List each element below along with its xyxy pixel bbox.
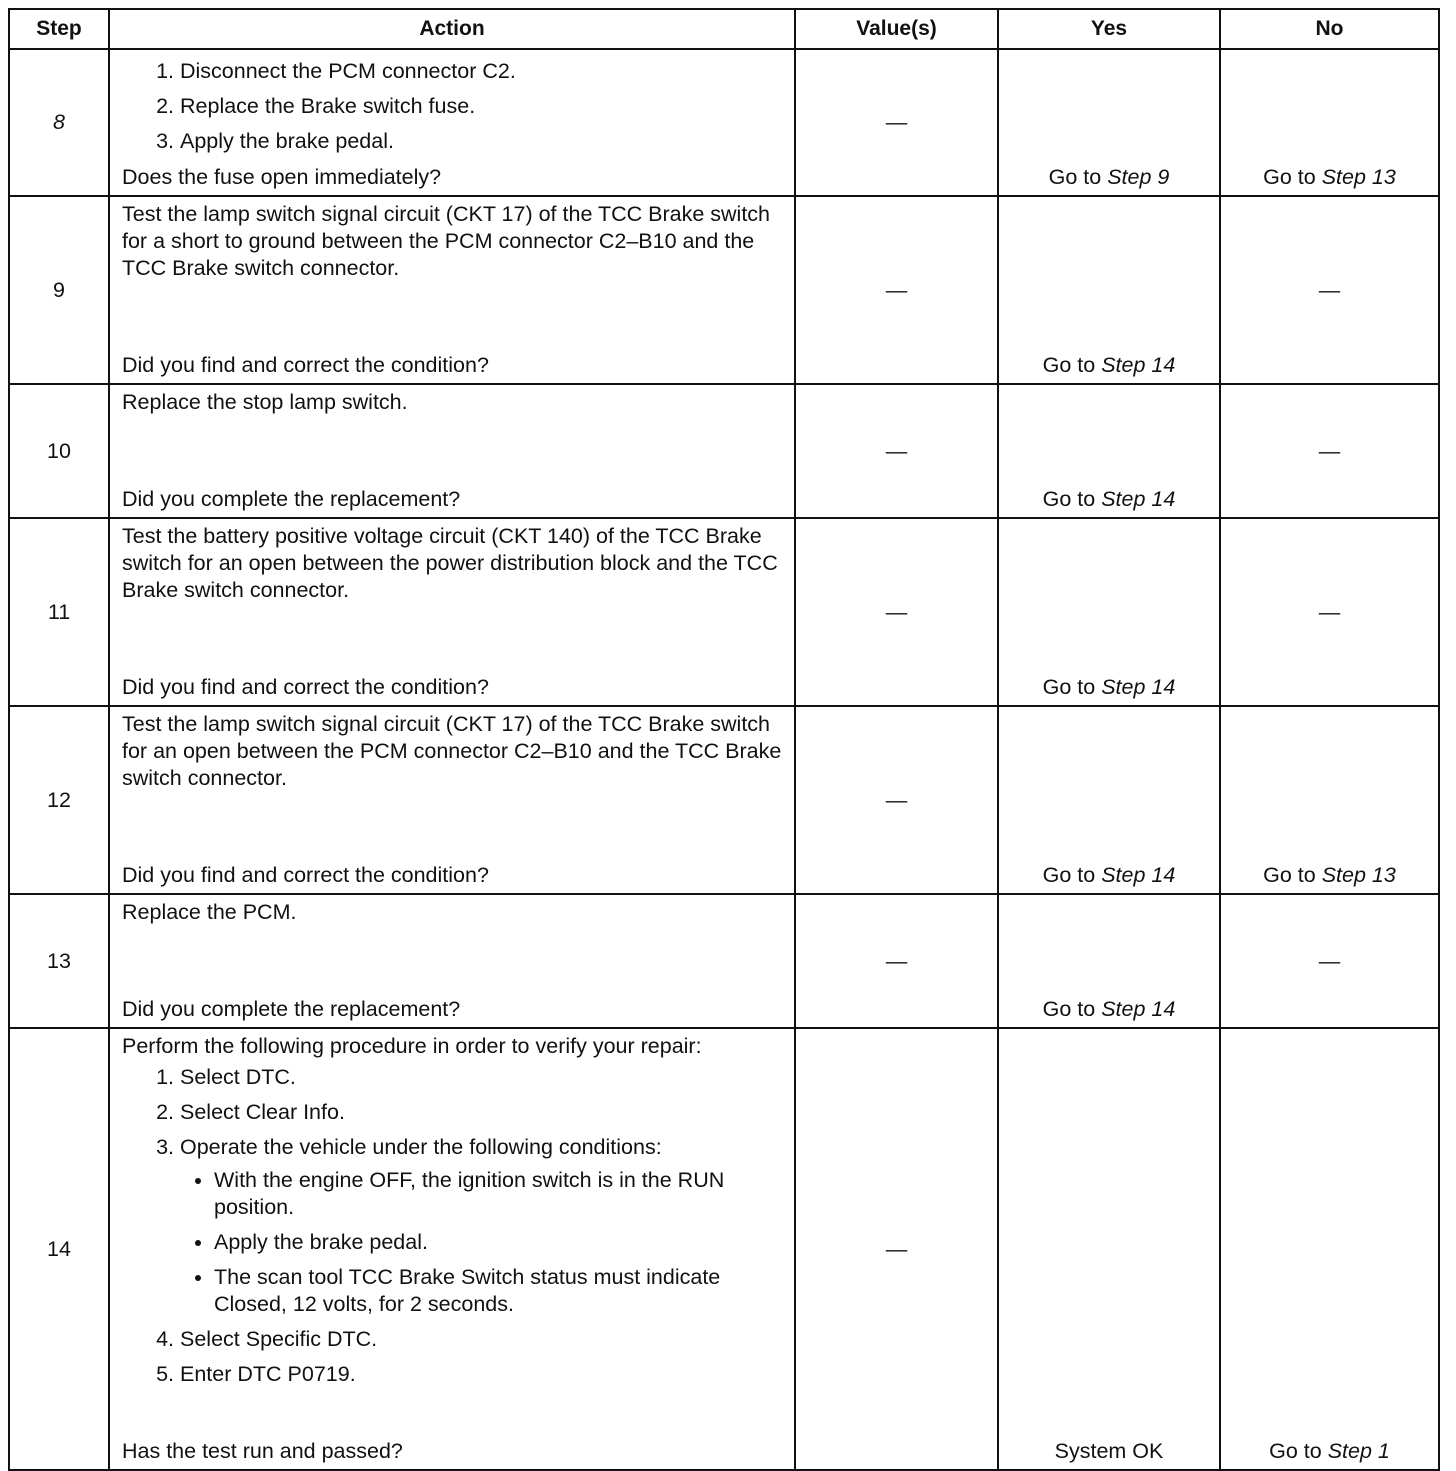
bullet-item: • The scan tool TCC Brake Switch status must indicate Closed, 12 volts, for 2 seconds. <box>214 1264 786 1318</box>
table-row <box>9 706 1439 894</box>
value-cell <box>795 894 998 1028</box>
no-cell <box>1220 706 1439 894</box>
bullet-item: • With the engine OFF, the ignition switch is in the RUN position. <box>214 1167 786 1221</box>
dash: — <box>885 110 908 134</box>
dash: — <box>1318 277 1341 302</box>
list-item: 1. Select DTC. <box>180 1064 786 1091</box>
table-row <box>9 894 1439 1028</box>
action-text: Test the lamp switch signal circuit (CKT 17) of the TCC Brake switch for an open between the PCM connector C2–B10 and the TCC Brake switch connector. <box>122 712 782 790</box>
question: Did you complete the replacement? <box>122 487 461 511</box>
dash: — <box>1318 438 1341 463</box>
no-cell <box>1220 49 1439 196</box>
no-cell <box>1220 196 1439 384</box>
list-item: 5. Enter DTC P0719. <box>180 1361 786 1388</box>
question: Did you find and correct the condition? <box>122 353 489 377</box>
no-cell <box>1220 894 1439 1028</box>
no-cell <box>1220 384 1439 518</box>
action-text: Replace the PCM. <box>122 900 297 924</box>
dash: — <box>885 599 908 624</box>
go-to-label: Go to <box>1048 165 1102 189</box>
action-text: Replace the stop lamp switch. <box>122 390 408 414</box>
value-cell <box>795 49 998 196</box>
step-link: Step 13 <box>1321 863 1396 887</box>
no-cell <box>1220 1028 1439 1470</box>
go-to-label: Go to <box>1269 1439 1322 1463</box>
question: Did you find and correct the condition? <box>122 675 489 699</box>
question: Has the test run and passed? <box>122 1439 403 1463</box>
action-steps <box>122 1064 786 1388</box>
go-to-label: Go to <box>1263 165 1316 189</box>
yes-result: System OK <box>1054 1439 1164 1463</box>
dash: — <box>885 1236 908 1261</box>
value-cell <box>795 196 998 384</box>
header-action: Action <box>109 9 795 49</box>
action-cell <box>109 894 795 1028</box>
step-number: 12 <box>9 706 109 894</box>
list-item: 3. Apply the brake pedal. <box>180 128 786 155</box>
list-item: 2. Replace the Brake switch fuse. <box>180 93 786 120</box>
list-item-text: Operate the vehicle under the following conditions: <box>180 1135 662 1159</box>
yes-cell <box>998 518 1220 706</box>
action-cell <box>109 706 795 894</box>
step-link: Step 13 <box>1321 165 1396 189</box>
action-cell <box>109 518 795 706</box>
table-row <box>9 1028 1439 1470</box>
yes-cell <box>998 49 1220 196</box>
dash: — <box>885 277 908 302</box>
value-cell <box>795 384 998 518</box>
yes-cell <box>998 1028 1220 1470</box>
yes-cell <box>998 894 1220 1028</box>
list-item: 1. Disconnect the PCM connector C2. <box>180 58 786 85</box>
value-cell <box>795 706 998 894</box>
action-text: Perform the following procedure in order to verify your repair: <box>122 1034 702 1058</box>
dash: — <box>885 787 908 812</box>
step-link: Step 14 <box>1101 675 1176 699</box>
dash: — <box>1318 599 1341 624</box>
go-to-label: Go to <box>1042 353 1096 377</box>
go-to-label: Go to <box>1042 487 1096 511</box>
yes-cell <box>998 706 1220 894</box>
step-link: Step 9 <box>1107 165 1170 189</box>
action-cell <box>109 1028 795 1470</box>
table-row <box>9 384 1439 518</box>
action-text: Test the lamp switch signal circuit (CKT 17) of the TCC Brake switch for a short to ground between the PCM connector C2–B10 and the TCC Brake switch connector. <box>122 202 771 280</box>
dash: — <box>885 438 908 463</box>
action-cell <box>109 384 795 518</box>
diagnostic-table <box>8 8 1440 1471</box>
dash: — <box>1318 948 1341 973</box>
step-link: Step 1 <box>1327 1439 1390 1463</box>
step-number: 10 <box>9 384 109 518</box>
value-cell <box>795 1028 998 1470</box>
action-cell <box>109 49 795 196</box>
step-link: Step 14 <box>1101 353 1176 377</box>
step-link: Step 14 <box>1101 863 1176 887</box>
go-to-label: Go to <box>1042 863 1096 887</box>
go-to-label: Go to <box>1042 675 1096 699</box>
question: Does the fuse open immediately? <box>122 165 442 189</box>
step-link: Step 14 <box>1101 487 1176 511</box>
step-number: 11 <box>9 518 109 706</box>
table-row <box>9 49 1439 196</box>
list-item: 4. Select Specific DTC. <box>180 1326 786 1353</box>
yes-cell <box>998 384 1220 518</box>
no-cell <box>1220 518 1439 706</box>
dash: — <box>885 948 908 973</box>
condition-bullets <box>180 1167 786 1318</box>
go-to-label: Go to <box>1042 997 1096 1021</box>
value-cell <box>795 518 998 706</box>
header-yes: Yes <box>998 9 1220 49</box>
header-no: No <box>1220 9 1439 49</box>
header-values: Value(s) <box>795 9 998 49</box>
action-text: Test the battery positive voltage circuit (CKT 140) of the TCC Brake switch for an open between the power distribution block and the TCC Brake switch connector. <box>122 524 778 602</box>
action-cell <box>109 196 795 384</box>
list-item <box>180 1134 786 1318</box>
table-row <box>9 196 1439 384</box>
question: Did you find and correct the condition? <box>122 863 489 887</box>
go-to-label: Go to <box>1263 863 1316 887</box>
question: Did you complete the replacement? <box>122 997 461 1021</box>
step-number: 14 <box>9 1028 109 1470</box>
list-item: 2. Select Clear Info. <box>180 1099 786 1126</box>
table-row <box>9 518 1439 706</box>
step-number: 9 <box>9 196 109 384</box>
header-step: Step <box>9 9 109 49</box>
header-row <box>9 9 1439 49</box>
yes-cell <box>998 196 1220 384</box>
step-link: Step 14 <box>1101 997 1176 1021</box>
action-steps <box>122 54 786 163</box>
action-body <box>122 1033 786 1388</box>
step-number: 8 <box>9 49 109 196</box>
step-number: 13 <box>9 894 109 1028</box>
bullet-item: • Apply the brake pedal. <box>214 1229 786 1256</box>
